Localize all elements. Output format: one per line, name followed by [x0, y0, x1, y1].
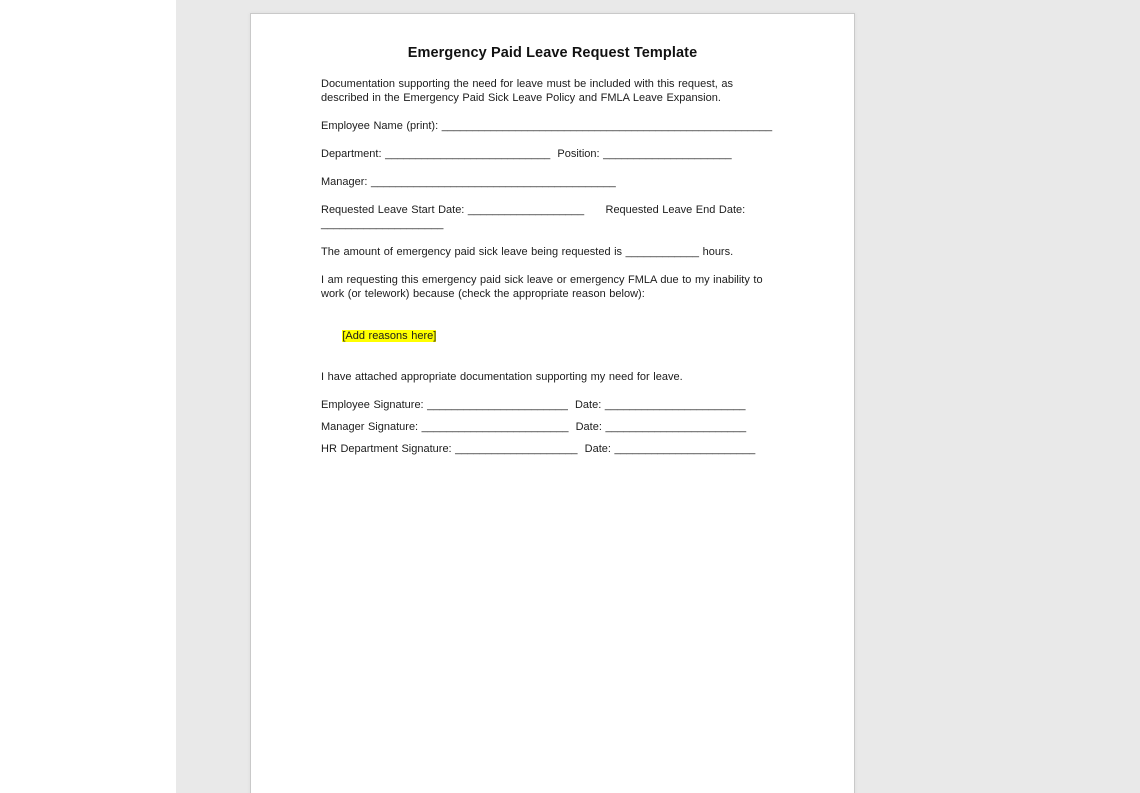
department-position-field-line: Department: ___________________________ Position: _____________________ [321, 148, 732, 160]
manager-signature-line: Manager Signature: ________________________ Date: _______________________ [321, 421, 747, 433]
document-page[interactable] [250, 13, 855, 793]
attachment-statement-line: I have attached appropriate documentation supporting my need for leave. [321, 371, 683, 383]
employee-signature-line: Employee Signature: _______________________ Date: _______________________ [321, 399, 746, 411]
intro-paragraph: Documentation supporting the need for leave must be included with this request, as described in the Emergency Paid Sick Leave Policy and FMLA Leave Expansion. [321, 78, 737, 104]
reason-intro-paragraph: I am requesting this emergency paid sick leave or emergency FMLA due to my inability to work (or telework) because (check the appropriate reason below): [321, 274, 767, 300]
reasons-placeholder-line [321, 315, 784, 357]
employee-name-field-line: Employee Name (print): ______________________________________________________ [321, 120, 773, 132]
document-title: Emergency Paid Leave Request Template [407, 45, 698, 61]
hours-requested-line: The amount of emergency paid sick leave being requested is ____________ hours. [321, 246, 734, 258]
left-panel-background [0, 0, 176, 793]
hr-signature-line: HR Department Signature: ____________________ Date: _______________________ [321, 443, 756, 455]
reasons-placeholder-highlight[interactable]: [Add reasons here] [342, 330, 437, 342]
leave-dates-field-line: Requested Leave Start Date: ___________________ Requested Leave End Date: ____________________ [321, 204, 749, 230]
manager-field-line: Manager: ________________________________________ [321, 176, 616, 188]
